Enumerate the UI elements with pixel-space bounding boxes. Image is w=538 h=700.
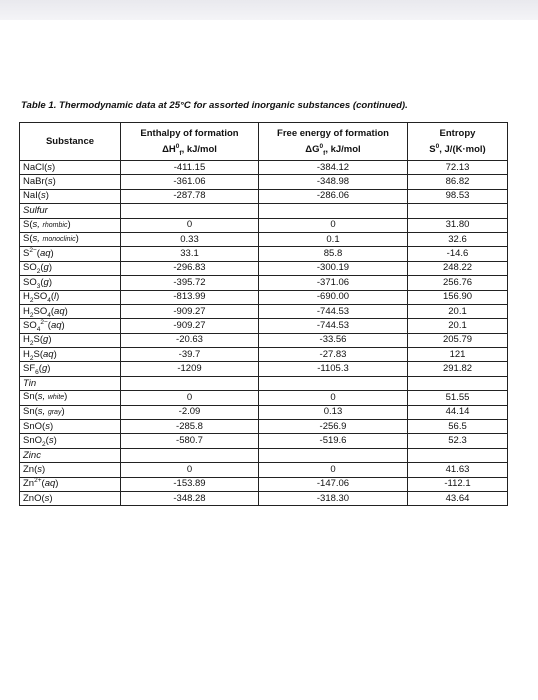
enthalpy-cell: 33.1 <box>121 247 259 261</box>
enthalpy-cell: 0 <box>121 463 259 477</box>
entropy-cell: 43.64 <box>408 491 508 505</box>
entropy-cell: 86.82 <box>408 175 508 189</box>
entropy-cell: 72.13 <box>408 161 508 175</box>
substance-cell: S(s, rhombic) <box>20 218 121 232</box>
substance-cell: NaBr(s) <box>20 175 121 189</box>
thermodynamic-data-table <box>19 122 508 506</box>
table-row <box>20 175 508 189</box>
substance-cell: S(s, monoclinic) <box>20 232 121 246</box>
table-row <box>20 261 508 275</box>
enthalpy-cell: -2.09 <box>121 405 259 419</box>
substance-cell: $H_2SO_4(aq)$ <box>20 304 121 318</box>
enthalpy-cell: -909.27 <box>121 304 259 318</box>
group-label: Tin <box>20 376 121 390</box>
substance-cell: $SO_2(g)$ <box>20 261 121 275</box>
entropy-cell: 205.79 <box>408 333 508 347</box>
substance-cell: $H_2S(g)$ <box>20 333 121 347</box>
substance-cell: NaI(s) <box>20 189 121 203</box>
free-energy-cell: 0 <box>259 391 408 405</box>
enthalpy-cell: -580.7 <box>121 434 259 448</box>
group-row-zinc <box>20 448 508 462</box>
free-energy-cell: -318.30 <box>259 491 408 505</box>
table-row <box>20 463 508 477</box>
table-row <box>20 391 508 405</box>
free-energy-cell: -371.06 <box>259 276 408 290</box>
entropy-cell: 121 <box>408 348 508 362</box>
table-row <box>20 333 508 347</box>
entropy-cell: 31.80 <box>408 218 508 232</box>
entropy-cell: 291.82 <box>408 362 508 376</box>
free-energy-cell: 85.8 <box>259 247 408 261</box>
entropy-cell: -112.1 <box>408 477 508 491</box>
free-energy-cell: -300.19 <box>259 261 408 275</box>
free-energy-cell: -286.06 <box>259 189 408 203</box>
header-entropy: Entropy $S^0$, J/(K·mol) <box>408 123 508 161</box>
header-row <box>20 123 508 161</box>
free-energy-cell: -744.53 <box>259 319 408 333</box>
entropy-cell: 256.76 <box>408 276 508 290</box>
entropy-cell: 98.53 <box>408 189 508 203</box>
table-row <box>20 232 508 246</box>
entropy-cell: 20.1 <box>408 304 508 318</box>
header-substance: Substance <box>20 123 121 161</box>
enthalpy-cell: -153.89 <box>121 477 259 491</box>
free-energy-cell: -256.9 <box>259 420 408 434</box>
enthalpy-cell: 0 <box>121 218 259 232</box>
substance-cell: $H_2S(aq)$ <box>20 348 121 362</box>
substance-cell: SnO(s) <box>20 420 121 434</box>
substance-cell: Zn(s) <box>20 463 121 477</box>
entropy-cell: 44.14 <box>408 405 508 419</box>
enthalpy-cell: -909.27 <box>121 319 259 333</box>
substance-cell: NaCl(s) <box>20 161 121 175</box>
table-caption: Table 1. Thermodynamic data at 25°C for assorted inorganic substances (continued). <box>21 100 408 111</box>
table-row <box>20 276 508 290</box>
substance-cell: $SF_6(g)$ <box>20 362 121 376</box>
table-row <box>20 420 508 434</box>
table-row <box>20 477 508 491</box>
free-energy-cell: 0.13 <box>259 405 408 419</box>
header-enthalpy: Enthalpy of formation $\Delta H^0_f$, kJ/mol <box>121 123 259 161</box>
free-energy-cell: -384.12 <box>259 161 408 175</box>
entropy-cell: 41.63 <box>408 463 508 477</box>
table-row <box>20 189 508 203</box>
free-energy-cell: -147.06 <box>259 477 408 491</box>
substance-cell: Sn(s, white) <box>20 391 121 405</box>
free-energy-cell: -690.00 <box>259 290 408 304</box>
free-energy-cell: -1105.3 <box>259 362 408 376</box>
entropy-cell: 51.55 <box>408 391 508 405</box>
enthalpy-cell: -361.06 <box>121 175 259 189</box>
enthalpy-cell: -813.99 <box>121 290 259 304</box>
entropy-cell: 32.6 <box>408 232 508 246</box>
substance-cell: SnO$_2$(s) <box>20 434 121 448</box>
table-row <box>20 362 508 376</box>
table-row <box>20 348 508 362</box>
substance-cell: ZnO(s) <box>20 491 121 505</box>
entropy-cell: -14.6 <box>408 247 508 261</box>
free-energy-cell: 0 <box>259 463 408 477</box>
enthalpy-cell: -348.28 <box>121 491 259 505</box>
table-row <box>20 405 508 419</box>
enthalpy-cell: -20.63 <box>121 333 259 347</box>
free-energy-cell: 0.1 <box>259 232 408 246</box>
free-energy-cell: -744.53 <box>259 304 408 318</box>
table-row <box>20 218 508 232</box>
free-energy-cell: 0 <box>259 218 408 232</box>
entropy-cell: 52.3 <box>408 434 508 448</box>
table-row <box>20 319 508 333</box>
substance-cell: Sn(s, gray) <box>20 405 121 419</box>
enthalpy-cell: 0.33 <box>121 232 259 246</box>
entropy-cell: 56.5 <box>408 420 508 434</box>
entropy-cell: 20.1 <box>408 319 508 333</box>
enthalpy-cell: -39.7 <box>121 348 259 362</box>
header-free-energy: Free energy of formation $\Delta G^0_f$, kJ/mol <box>259 123 408 161</box>
group-label: Sulfur <box>20 204 121 218</box>
group-row-tin <box>20 376 508 390</box>
enthalpy-cell: -285.8 <box>121 420 259 434</box>
group-label: Zinc <box>20 448 121 462</box>
enthalpy-cell: -296.83 <box>121 261 259 275</box>
entropy-cell: 248.22 <box>408 261 508 275</box>
enthalpy-cell: 0 <box>121 391 259 405</box>
window-top-bar <box>0 0 538 20</box>
enthalpy-cell: -395.72 <box>121 276 259 290</box>
table-row <box>20 434 508 448</box>
substance-cell: $SO_3(g)$ <box>20 276 121 290</box>
group-row-sulfur <box>20 204 508 218</box>
substance-cell: $SO_4^{2-}(aq)$ <box>20 319 121 333</box>
enthalpy-cell: -1209 <box>121 362 259 376</box>
enthalpy-cell: -287.78 <box>121 189 259 203</box>
table-row <box>20 161 508 175</box>
entropy-cell: 156.90 <box>408 290 508 304</box>
free-energy-cell: -519.6 <box>259 434 408 448</box>
table-row <box>20 304 508 318</box>
substance-cell: $H_2SO_4(l)$ <box>20 290 121 304</box>
enthalpy-cell: -411.15 <box>121 161 259 175</box>
substance-cell: $Zn^{2+}(aq)$ <box>20 477 121 491</box>
table-row <box>20 491 508 505</box>
table-row <box>20 290 508 304</box>
substance-cell: $S^{2-}(aq)$ <box>20 247 121 261</box>
free-energy-cell: -27.83 <box>259 348 408 362</box>
free-energy-cell: -33.56 <box>259 333 408 347</box>
free-energy-cell: -348.98 <box>259 175 408 189</box>
table-row <box>20 247 508 261</box>
